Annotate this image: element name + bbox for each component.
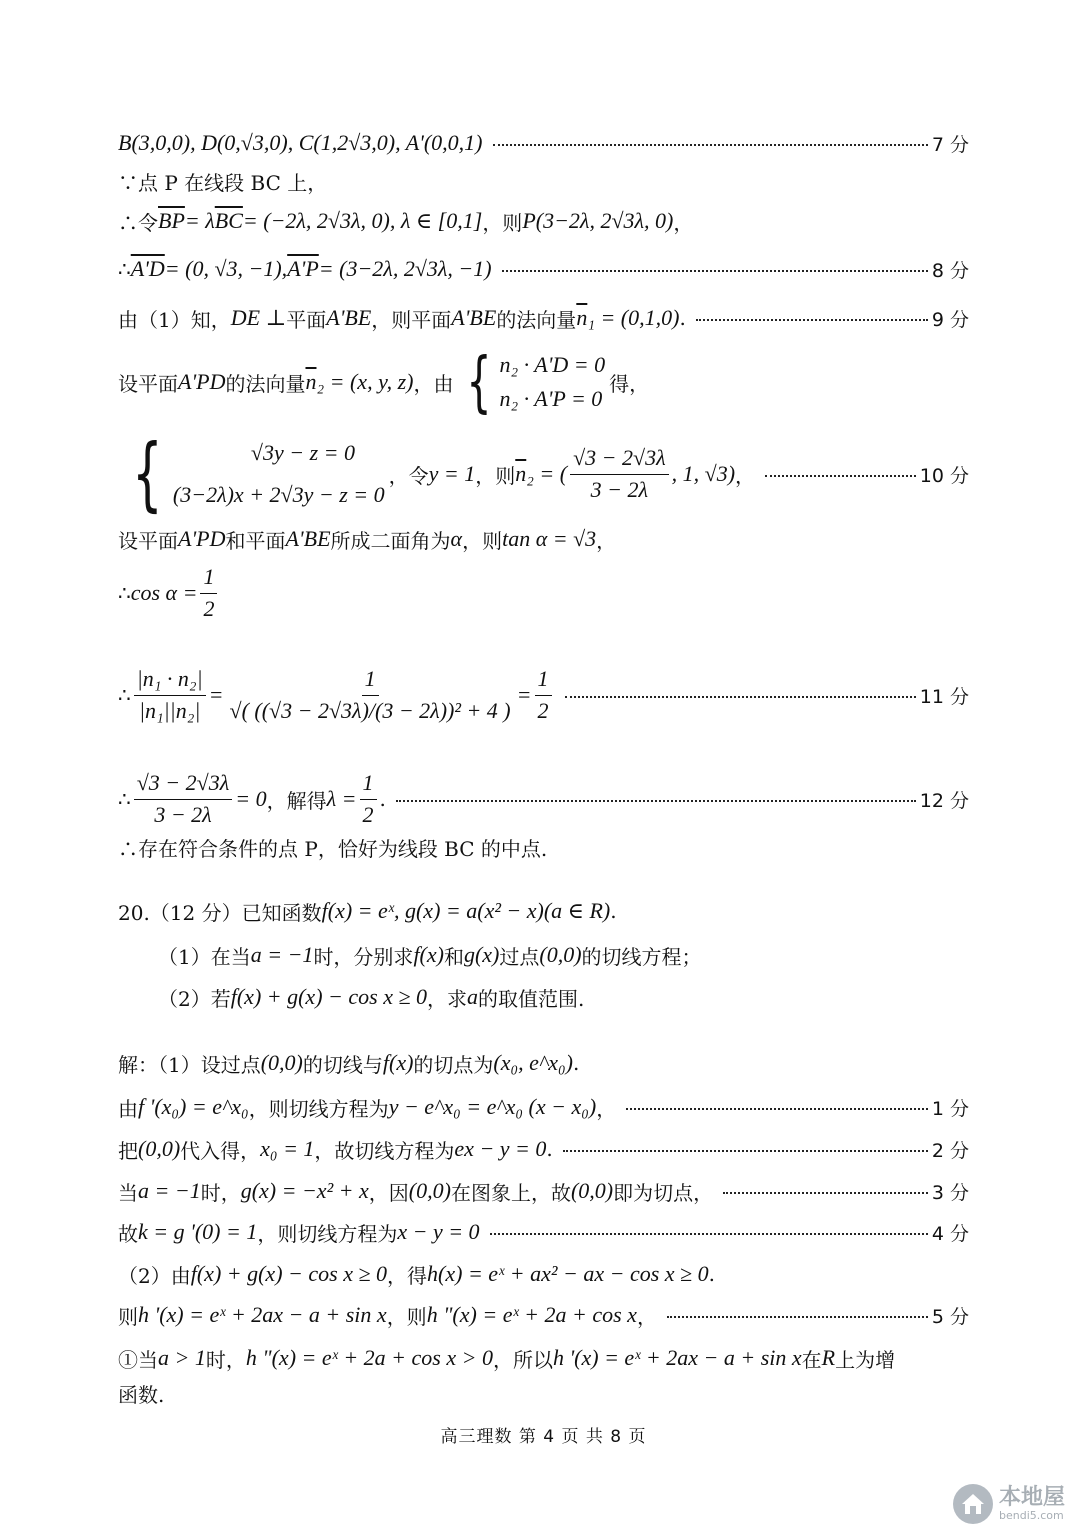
leader-dots xyxy=(396,800,916,802)
line-cos-alpha: ∴ cos α = $\frac{1}{2}$ xyxy=(118,562,969,624)
score-11: 11 分 xyxy=(919,685,969,708)
leader-dots xyxy=(565,696,916,698)
line-ad-ap-vectors: ∴ A'D = (0, √3, −1), A'P = (3−2λ, 2√3λ, −1) 8 分 xyxy=(118,256,969,282)
fraction: $\frac{√3 - 2√3\lambda}{3 - 2\lambda}$ xyxy=(134,770,233,828)
leader-dots xyxy=(626,1108,928,1110)
leader-dots xyxy=(765,475,916,477)
equation-system: { n₂ · A'D = 0 n₂ · A'P = 0 xyxy=(465,343,606,420)
watermark xyxy=(953,1484,1065,1524)
solution-line-1: 解：（1）设过点 (0,0) 的切线与 f(x) 的切点为 (x₀, e^x₀) . xyxy=(118,1050,580,1077)
score-8: 8 分 xyxy=(931,259,969,282)
score-4: 4 分 xyxy=(931,1222,969,1245)
fraction: $\frac{1}{2}$ xyxy=(360,770,377,828)
score-10: 10 分 xyxy=(919,464,969,487)
leader-dots xyxy=(493,144,928,146)
solution-line-3: 把 (0,0) 代入得， x₀ = 1 ，故切线方程为 ex − y = 0 . 2 分 xyxy=(118,1136,969,1163)
math-coordinates: B(3,0,0), D(0,√3,0), C(1,2√3,0), A'(0,0,1) xyxy=(118,130,483,155)
line-dihedral-angle: 设平面 A'PD 和平面 A'BE 所成二面角为 α ，则 tan α = √3 ， xyxy=(118,526,617,553)
leader-dots xyxy=(696,319,928,321)
watermark-name: 本地屋 xyxy=(998,1485,1065,1510)
line-coordinates xyxy=(118,126,969,160)
line-solve-lambda: ∴ $\frac{√3 - 2√3\lambda}{3 - 2\lambda}$ = 0 ，解得 λ = $\frac{1}{2}$ . 12 分 xyxy=(118,770,969,827)
line-solve-n2: { √3y − z = 0 (3−2λ)x + 2√3y − z = 0 ，令 y = 1 ，则 $\overline{n}$ ₂ = ( $\frac{√3 - 2√3\lambda}{3 - 2\lambda}$ , 1, √3) ， 10 分 xyxy=(118,434,969,514)
score-3: 3 分 xyxy=(931,1181,969,1204)
question-20-part-2: （2）若 f(x) + g(x) − cos x ≥ 0 ，求 a 的取值范围. xyxy=(158,984,585,1011)
solution-line-7: 则 h '(x) = eˣ + 2ax − a + sin x ，则 h "(x) = eˣ + 2a + cos x ， 5 分 xyxy=(118,1302,969,1329)
score-1: 1 分 xyxy=(931,1097,969,1120)
line-cos-formula: ∴ $\frac{\text{|n₁ · n₂|}}{\text{|n₁||n₂|}}$ = $\frac{1}{\text{√( ((√3 − 2√3λ)/(3 − 2λ))² + 4 )}}$ = $\frac{1}{2}$ 11 分 xyxy=(118,666,969,723)
leader-dots xyxy=(563,1150,928,1152)
line-point-p: ∵点 P 在线段 BC 上， xyxy=(118,171,328,195)
line-conclusion: ∴存在符合条件的点 P，恰好为线段 BC 的中点. xyxy=(118,837,548,861)
watermark-url: bendi5.com xyxy=(998,1509,1064,1522)
score-12: 12 分 xyxy=(919,789,969,812)
solution-line-5: 故 k = g '(0) = 1 ，则切线方程为 x − y = 0 4 分 xyxy=(118,1219,969,1246)
house-icon xyxy=(953,1484,993,1524)
leader-dots xyxy=(667,1316,928,1318)
fraction: $\frac{√3 - 2√3\lambda}{3 - 2\lambda}$ xyxy=(570,445,669,503)
brace-icon: { xyxy=(132,427,163,520)
solution-line-8: ①当 a > 1 时， h "(x) = eˣ + 2a + cos x > 0 ，所以 h '(x) = eˣ + 2ax − a + sin x 在 R 上为增 xyxy=(118,1345,896,1372)
score-2: 2 分 xyxy=(931,1139,969,1162)
page-footer: 高三理数 第 4 页 共 8 页 xyxy=(440,1427,647,1447)
fraction: $\frac{1}{\text{√( ((√3 − 2√3λ)/(3 − 2λ))² + 4 )}}$ xyxy=(229,666,511,723)
line-normal-n1: 由（1）知， DE ⊥ 平面 A'BE ，则平面 A'BE 的法向量 $\overline{n}$ ₁ = (0,1,0) . 9 分 xyxy=(118,305,969,332)
leader-dots xyxy=(502,270,928,272)
question-20: 20.（12 分）已知函数 f(x) = eˣ, g(x) = a(x² − x)(a ∈ R) . xyxy=(118,898,617,925)
equation-system: { √3y − z = 0 (3−2λ)x + 2√3y − z = 0 xyxy=(132,427,385,520)
leader-dots xyxy=(490,1233,928,1235)
solution-line-4: 当 a = −1 时， g(x) = −x² + x ，因 (0,0) 在图象上，故 (0,0) 即为切点， 3 分 xyxy=(118,1178,969,1205)
solution-line-9: 函数. xyxy=(118,1383,165,1407)
fraction: $\frac{\text{|n₁ · n₂|}}{\text{|n₁||n₂|}}$ xyxy=(134,666,206,724)
score-5: 5 分 xyxy=(931,1305,969,1328)
line-normal-n2-system: 设平面 A'PD 的法向量 $\overline{n}$ ₂ = (x, y, z) ，由 { n₂ · A'D = 0 n₂ · A'P = 0 得， xyxy=(118,343,650,420)
fraction: $\frac{1}{2}$ xyxy=(200,564,217,622)
score-7: 7 分 xyxy=(931,133,969,156)
score-9: 9 分 xyxy=(931,308,969,331)
line-bp-vector: ∴令 $\overline{BP}$ = λ $\overline{BC}$ = (−2λ, 2√3λ, 0), λ ∈ [0,1] ，则 P(3−2λ, 2√3λ, 0) ， xyxy=(118,208,694,235)
brace-icon: { xyxy=(465,343,492,420)
leader-dots xyxy=(723,1192,928,1194)
question-20-part-1: （1）在当 a = −1 时，分别求 f(x) 和 g(x) 过点 (0,0) 的切线方程； xyxy=(158,942,702,969)
solution-line-6: （2）由 f(x) + g(x) − cos x ≥ 0 ，得 h(x) = eˣ + ax² − ax − cos x ≥ 0 . xyxy=(118,1261,715,1288)
solution-line-2: 由 f '(x₀) = e^x₀ ，则切线方程为 y − e^x₀ = e^x₀ (x − x₀) ， 1 分 xyxy=(118,1094,969,1121)
fraction: $\frac{1}{2}$ xyxy=(535,666,552,724)
